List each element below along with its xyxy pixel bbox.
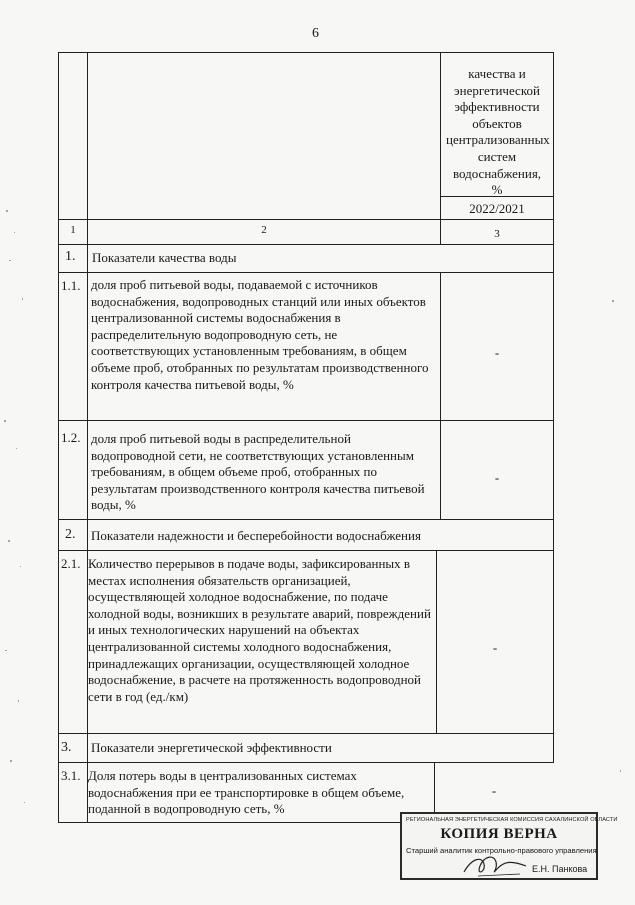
row-number: 1.2.: [61, 430, 81, 445]
table-column-divider: [87, 52, 88, 823]
signature-icon: [460, 852, 530, 880]
table-rule: [58, 762, 554, 763]
certification-stamp: [400, 812, 618, 880]
table-border-right: [553, 52, 554, 762]
table-rule: [58, 272, 554, 273]
row-value: -: [492, 640, 498, 655]
row-text: доля проб питьевой воды, подаваемой с источников водоснабжения, водопроводных станций или иных объектов централизованной системы водоснабжения в распределительную водопроводную сеть, не соответствующих установленным требованиям, в общем объеме проб, отобранных по результатам производственного контроля качества питьевой воды, %: [91, 277, 429, 392]
table-rule: [58, 420, 554, 421]
table-rule: [58, 519, 554, 520]
row-number: 2.1.: [61, 556, 81, 571]
stamp-title: КОПИЯ ВЕРНА: [440, 826, 558, 842]
row-number: 3.1.: [61, 768, 81, 783]
column-number-3: 3: [494, 228, 500, 240]
table-border-bottom: [58, 822, 400, 823]
table-rule: [58, 244, 554, 245]
section-title: Показатели энергетической эффективности: [91, 740, 332, 755]
stamp-role: Старший аналитик контрольно-правового управления: [406, 846, 597, 855]
row-value: -: [494, 470, 500, 485]
table-rule: [58, 550, 554, 551]
row-text: Количество перерывов в подаче воды, зафиксированных в местах исполнения обязательств организацией, осуществляющей холодное водоснабжение, по подаче холодной воды, возникших в результате аварий, повреждений и иных технологических нарушений на объектах централизованной системы холодного водоснабжения, принадлежащих организации, осуществляющей холодное водоснабжение, в расчете на протяженность водопроводной сети в год (ед./км): [88, 556, 431, 704]
section-title: Показатели надежности и бесперебойности водоснабжения: [91, 528, 421, 543]
row-text: доля проб питьевой воды в распределительной водопроводной сети, не соответствующих установленным требованиям, в общем объеме проб, отобранных по результатам производственного контроля качества питьевой воды, %: [91, 431, 425, 513]
table-rule: [58, 219, 554, 220]
column-number-1: 1: [70, 224, 76, 236]
column-number-2: 2: [261, 224, 267, 236]
column-3-header: качества и энергетической эффективности объектов централизованных систем водоснабжения, %: [446, 66, 550, 198]
column-3-period: 2022/2021: [469, 201, 525, 216]
row-number: 1.: [65, 249, 76, 264]
table-rule: [58, 733, 554, 734]
stamp-organization: РЕГИОНАЛЬНАЯ ЭНЕРГЕТИЧЕСКАЯ КОМИССИЯ САХАЛИНСКОЙ ОБЛАСТИ: [406, 817, 618, 823]
stamp-signatory: Е.Н. Панкова: [532, 864, 588, 874]
section-title: Показатели качества воды: [92, 250, 237, 265]
row-number: 3.: [61, 740, 72, 755]
row-value: -: [494, 345, 500, 360]
row-number: 1.1.: [61, 278, 81, 293]
row-text: Доля потерь воды в централизованных системах водоснабжения при ее транспортировке в общем объеме, поданной в водопроводную сеть, %: [88, 768, 405, 817]
row-number: 2.: [65, 527, 76, 542]
page-number: 6: [312, 26, 319, 41]
table-border-top: [58, 52, 554, 53]
row-value: -: [491, 783, 497, 798]
